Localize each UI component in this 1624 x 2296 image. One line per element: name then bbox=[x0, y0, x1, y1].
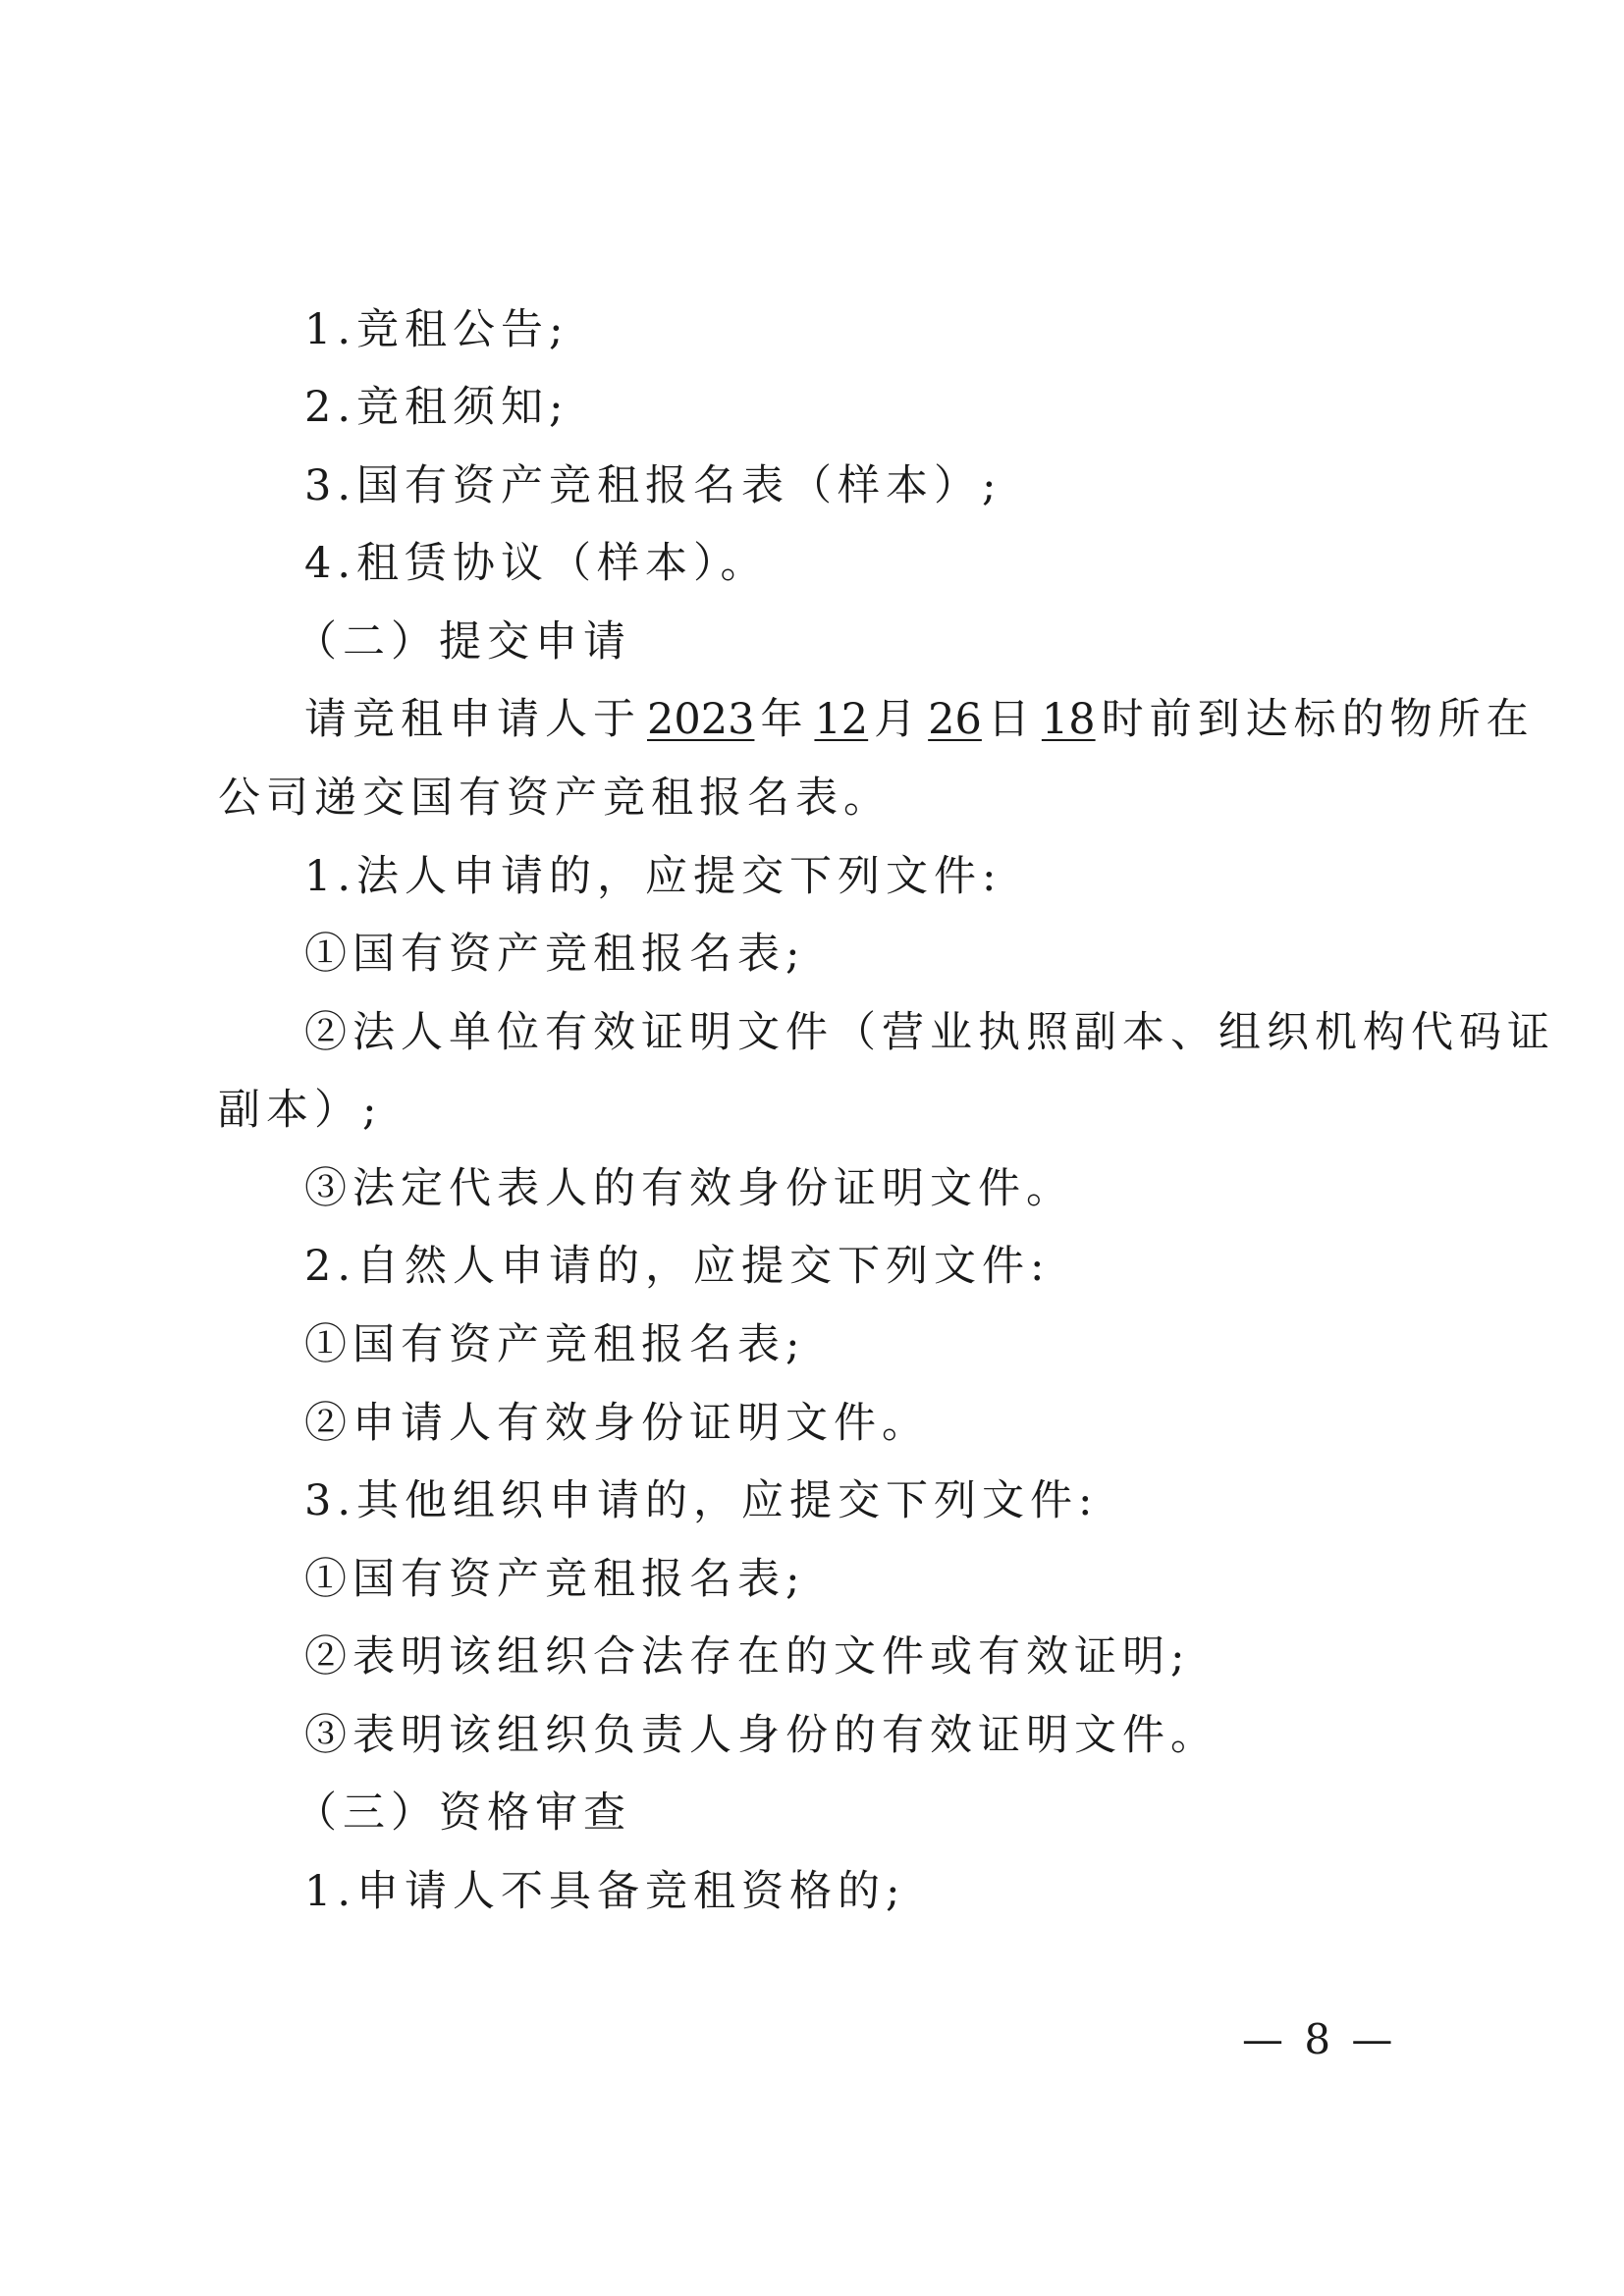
sub-item-responsible-person-id: ③表明该组织负责人身份的有效证明文件。 bbox=[304, 1711, 1218, 1760]
deadline-text-a: 请竞租申请人于 bbox=[304, 695, 641, 744]
deadline-month: 12 bbox=[814, 695, 869, 744]
list-item-notice: 2.竞租须知; bbox=[304, 383, 569, 432]
sub-item-entity-proof: ②法人单位有效证明文件（营业执照副本、组织机构代码证 bbox=[304, 1008, 1555, 1057]
list-item-natural-person: 2.自然人申请的，应提交下列文件: bbox=[304, 1242, 1051, 1291]
list-item-legal-person: 1.法人申请的，应提交下列文件: bbox=[304, 852, 1002, 901]
sub-item-form: ①国有资产竞租报名表; bbox=[304, 1320, 806, 1369]
list-item-lease-agreement: 4.租赁协议（样本）。 bbox=[304, 539, 769, 588]
list-item-announcement: 1.竞租公告; bbox=[304, 305, 569, 354]
sub-item-applicant-id: ②申请人有效身份证明文件。 bbox=[304, 1399, 930, 1448]
sub-item-form: ①国有资产竞租报名表; bbox=[304, 1555, 806, 1604]
sub-item-form: ①国有资产竞租报名表; bbox=[304, 930, 806, 979]
deadline-day: 26 bbox=[928, 695, 982, 744]
section-heading-submit: （二）提交申请 bbox=[295, 617, 631, 667]
deadline-text-c: 月 bbox=[874, 695, 923, 744]
page-number: — 8 — bbox=[1242, 2015, 1397, 2063]
sub-item-organization-proof: ②表明该组织合法存在的文件或有效证明; bbox=[304, 1632, 1191, 1682]
paragraph-deadline-continued: 公司递交国有资产竞租报名表。 bbox=[218, 774, 892, 823]
deadline-year: 2023 bbox=[647, 695, 755, 744]
list-item-not-qualified: 1.申请人不具备竞租资格的; bbox=[304, 1867, 906, 1916]
deadline-hour: 18 bbox=[1041, 695, 1096, 744]
section-heading-qualification: （三）资格审查 bbox=[295, 1789, 631, 1838]
sub-item-entity-proof-continued: 副本）; bbox=[218, 1086, 383, 1135]
list-item-other-organization: 3.其他组织申请的，应提交下列文件: bbox=[304, 1476, 1099, 1525]
deadline-text-d: 日 bbox=[987, 695, 1036, 744]
deadline-text-b: 年 bbox=[760, 695, 809, 744]
sub-item-representative-id: ③法定代表人的有效身份证明文件。 bbox=[304, 1164, 1074, 1213]
paragraph-deadline bbox=[304, 690, 1535, 749]
list-item-registration-form: 3.国有资产竞租报名表（样本）; bbox=[304, 461, 1002, 510]
deadline-text-e: 时前到达标的物所在 bbox=[1101, 695, 1535, 744]
